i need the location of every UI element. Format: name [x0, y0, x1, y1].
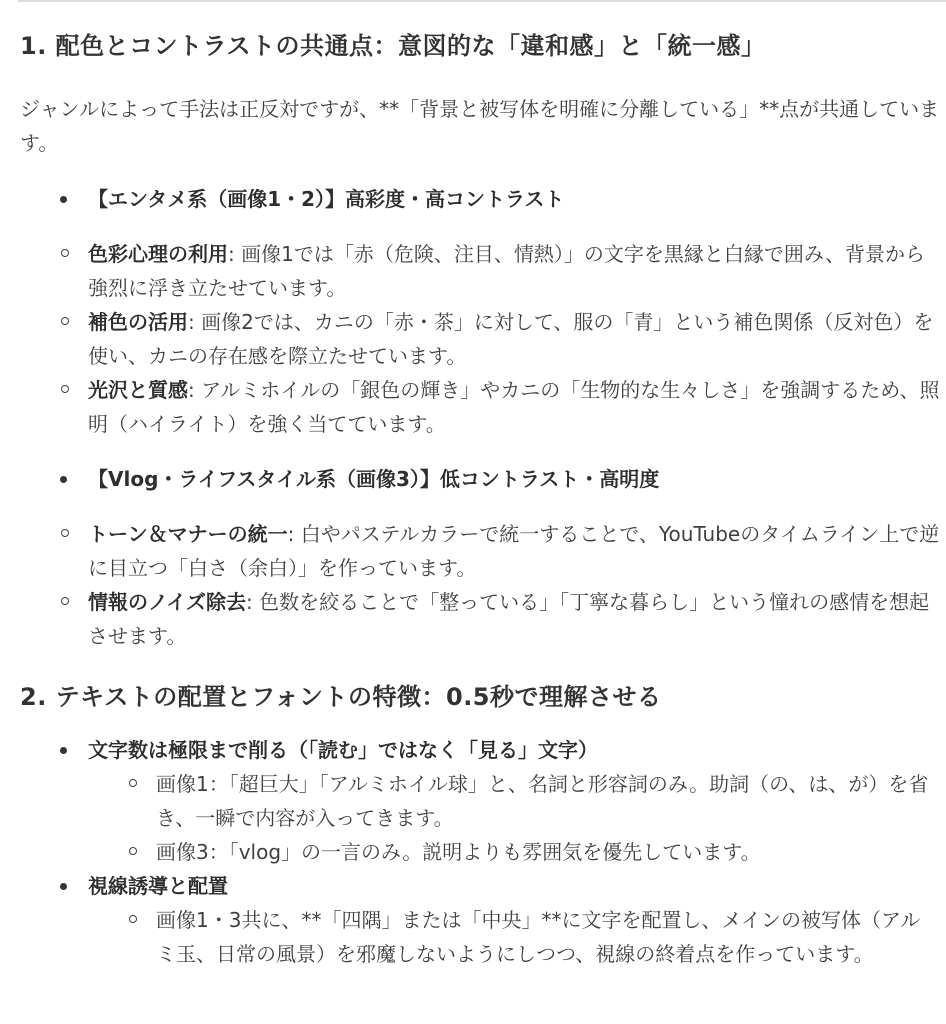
item-term: 色彩心理の利用 [88, 242, 228, 266]
group-title: 視線誘導と配置 [88, 874, 228, 898]
sub-list-item [20, 237, 940, 305]
sub-list [20, 517, 940, 653]
sub-list [20, 237, 940, 441]
item-text: : アルミホイルの「銀色の輝き」やカニの「生物的な生々しさ」を強調するため、照明（ハイライト）を強く当てています。 [88, 378, 940, 436]
item-text: : 白やパステルカラーで統一することで、YouTubeのタイムライン上で逆に目立つ「白さ（余白）」を作っています。 [88, 522, 940, 580]
sub-list-item [20, 373, 940, 441]
sub-list-item: 画像1・3共に、**「四隅」または「中央」**に文字を配置し、メインの被写体（アルミ玉、日常の風景）を邪魔しないようにしつつ、視線の終着点を作っています。 [88, 903, 940, 971]
item-text: : 画像1では「赤（危険、注目、情熱）」の文字を黒縁と白縁で囲み、背景から強烈に浮き立たせています。 [88, 242, 926, 300]
item-term: 補色の活用 [88, 310, 188, 334]
sub-list-item: 画像3：「vlog」の一言のみ。説明よりも雰囲気を優先しています。 [88, 835, 940, 869]
list-item [20, 869, 940, 971]
sub-list-item [20, 517, 940, 585]
section1-intro: ジャンルによって手法は正反対ですが、**「背景と被写体を明確に分離している」**点が共通しています。 [20, 97, 940, 155]
group-title: 文字数は極限まで削る（「読む」ではなく「見る」文字） [88, 738, 598, 762]
list-item [20, 182, 940, 441]
section1-list [20, 182, 940, 653]
sub-list [88, 903, 940, 971]
item-term: 光沢と質感 [88, 378, 188, 402]
sub-list-item [20, 585, 940, 653]
document-body [20, 26, 940, 971]
sub-list-item [20, 305, 940, 373]
section2-list [20, 733, 940, 971]
group-title: 【エンタメ系（画像1・2）】高彩度・高コントラスト [88, 187, 565, 211]
section2-heading: 2. テキストの配置とフォントの特徴：0.5秒で理解させる [20, 683, 662, 711]
group-title: 【Vlog・ライフスタイル系（画像3）】低コントラスト・高明度 [88, 467, 660, 491]
item-text: : 色数を絞ることで「整っている」「丁寧な暮らし」という憧れの感情を想起させます。 [88, 590, 930, 648]
list-item [20, 462, 940, 653]
sub-list [88, 767, 940, 869]
section1-heading: 1. 配色とコントラストの共通点：意図的な「違和感」と「統一感」 [20, 32, 766, 60]
sub-list-item: 画像1：「超巨大」「アルミホイル球」と、名詞と形容詞のみ。助詞（の、は、が）を省き、一瞬で内容が入ってきます。 [88, 767, 940, 835]
top-divider [18, 0, 946, 2]
item-term: 情報のノイズ除去 [88, 590, 246, 614]
item-text: : 画像2では、カニの「赤・茶」に対して、服の「青」という補色関係（反対色）を使い、カニの存在感を際立たせています。 [88, 310, 934, 368]
item-term: トーン＆マナーの統一 [88, 522, 288, 546]
list-item [20, 733, 940, 869]
